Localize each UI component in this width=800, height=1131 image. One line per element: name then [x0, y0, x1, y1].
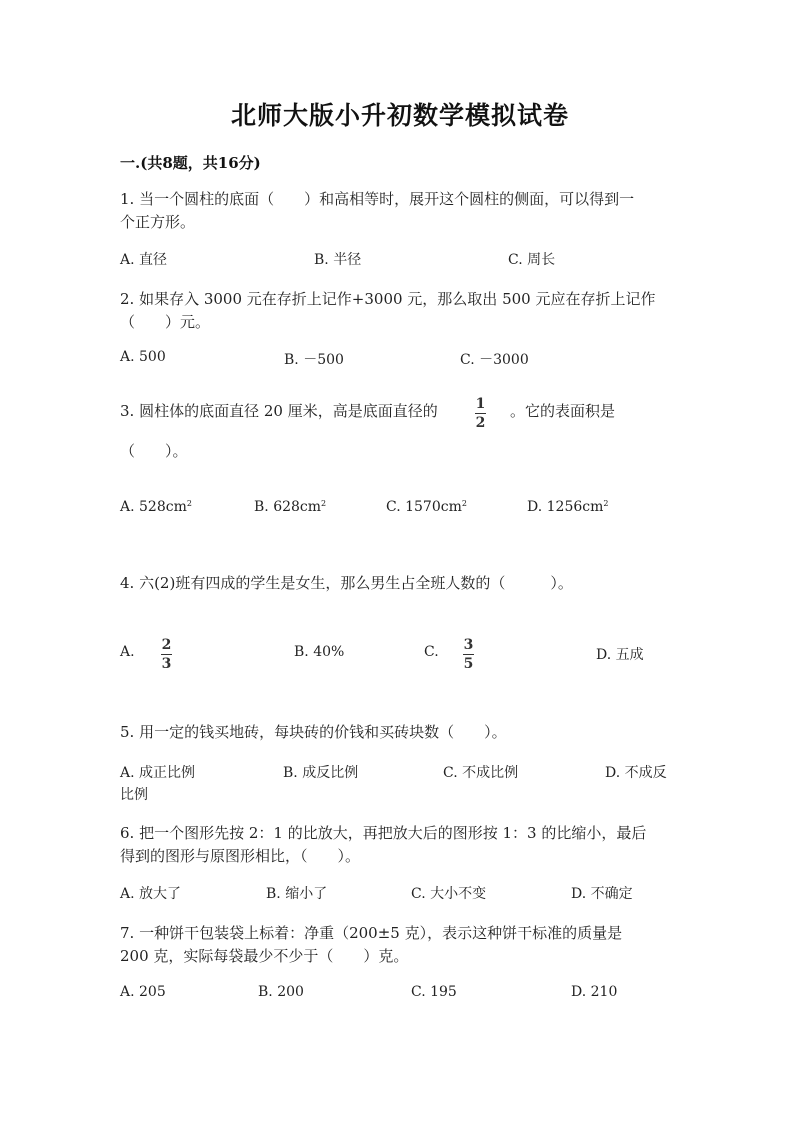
unit-superscript: 2 [186, 499, 192, 508]
question-6-line-1: 6. 把一个图形先按 2：1 的比放大，再把放大后的图形按 1：3 的比缩小，最后 [120, 824, 647, 842]
question-3-fraction [475, 396, 486, 431]
question-7-line-2: 200 克，实际每袋最少不少于（ ）克。 [120, 947, 409, 965]
question-5-option-d: D. 不成反 [605, 765, 667, 781]
question-5-option-d-wrap: 比例 [120, 787, 148, 803]
option-text: C. 1570cm [386, 499, 462, 515]
question-1-line-1: 1. 当一个圆柱的底面（ ）和高相等时，展开这个圆柱的侧面，可以得到一 [120, 190, 635, 208]
question-6-option-c: C. 大小不变 [411, 886, 487, 902]
page-title: 北师大版小升初数学模拟试卷 [230, 101, 569, 130]
fraction-denominator: 3 [161, 656, 172, 672]
question-4-option-d: D. 五成 [596, 647, 644, 663]
question-3-line-2: （ ）。 [120, 442, 188, 460]
option-text: B. 628cm [254, 499, 322, 515]
question-6-option-a: A. 放大了 [120, 886, 182, 902]
option-text: A. 528cm [120, 499, 187, 515]
question-2-option-c: C. －3000 [460, 352, 529, 368]
unit-superscript: 2 [603, 499, 609, 508]
question-7-option-d: D. 210 [571, 984, 618, 1000]
question-1-option-a: A. 直径 [120, 252, 168, 268]
fraction-denominator: 2 [475, 415, 486, 431]
question-1-line-2: 个正方形。 [120, 213, 196, 231]
section-heading: 一.(共8题，共16分) [120, 154, 261, 172]
question-4-line-1: 4. 六(2)班有四成的学生是女生，那么男生占全班人数的（ ）。 [120, 574, 573, 592]
question-5-line-1: 5. 用一定的钱买地砖，每块砖的价钱和买砖块数（ ）。 [120, 723, 507, 741]
unit-superscript: 2 [461, 499, 467, 508]
unit-superscript: 2 [321, 499, 327, 508]
question-3-option-b [254, 499, 326, 515]
question-3-line-1-end: 。它的表面积是 [510, 402, 616, 420]
question-4-option-c-fraction [463, 637, 474, 672]
fraction-numerator: 2 [161, 637, 172, 653]
question-2-option-b: B. －500 [284, 352, 344, 368]
question-2-option-a: A. 500 [120, 349, 166, 365]
question-2-line-1: 2. 如果存入 3000 元在存折上记作+3000 元，那么取出 500 元应在存折上记作 [120, 290, 656, 308]
question-3-line-1: 3. 圆柱体的底面直径 20 厘米，高是底面直径的 [120, 402, 438, 420]
question-6-option-d: D. 不确定 [571, 886, 633, 902]
question-4-option-a-fraction [161, 637, 172, 672]
question-5-option-c: C. 不成比例 [443, 765, 519, 781]
question-7-option-a: A. 205 [120, 984, 166, 1000]
question-6-line-2: 得到的图形与原图形相比，（ ）。 [120, 847, 361, 865]
question-7-line-1: 7. 一种饼干包装袋上标着：净重（200±5 克），表示这种饼干标准的质量是 [120, 924, 623, 942]
question-6-option-b: B. 缩小了 [266, 886, 328, 902]
question-1-option-c: C. 周长 [508, 252, 556, 268]
question-4-option-b: B. 40% [294, 644, 345, 660]
question-5-option-b: B. 成反比例 [283, 765, 359, 781]
question-7-option-b: B. 200 [258, 984, 304, 1000]
question-4-option-a: A. [120, 644, 135, 660]
fraction-bar [475, 413, 486, 414]
fraction-numerator: 3 [463, 637, 474, 653]
question-4-option-c: C. [424, 644, 439, 660]
fraction-bar [463, 654, 474, 655]
question-2-line-2: （ ）元。 [120, 313, 211, 331]
question-1-option-b: B. 半径 [314, 252, 362, 268]
fraction-numerator: 1 [475, 396, 486, 412]
question-3-option-c [386, 499, 467, 515]
question-3-option-d [527, 499, 608, 515]
fraction-denominator: 5 [463, 656, 474, 672]
question-7-option-c: C. 195 [411, 984, 457, 1000]
fraction-bar [161, 654, 172, 655]
question-3-option-a [120, 499, 192, 515]
question-5-option-a: A. 成正比例 [120, 765, 196, 781]
option-text: D. 1256cm [527, 499, 604, 515]
